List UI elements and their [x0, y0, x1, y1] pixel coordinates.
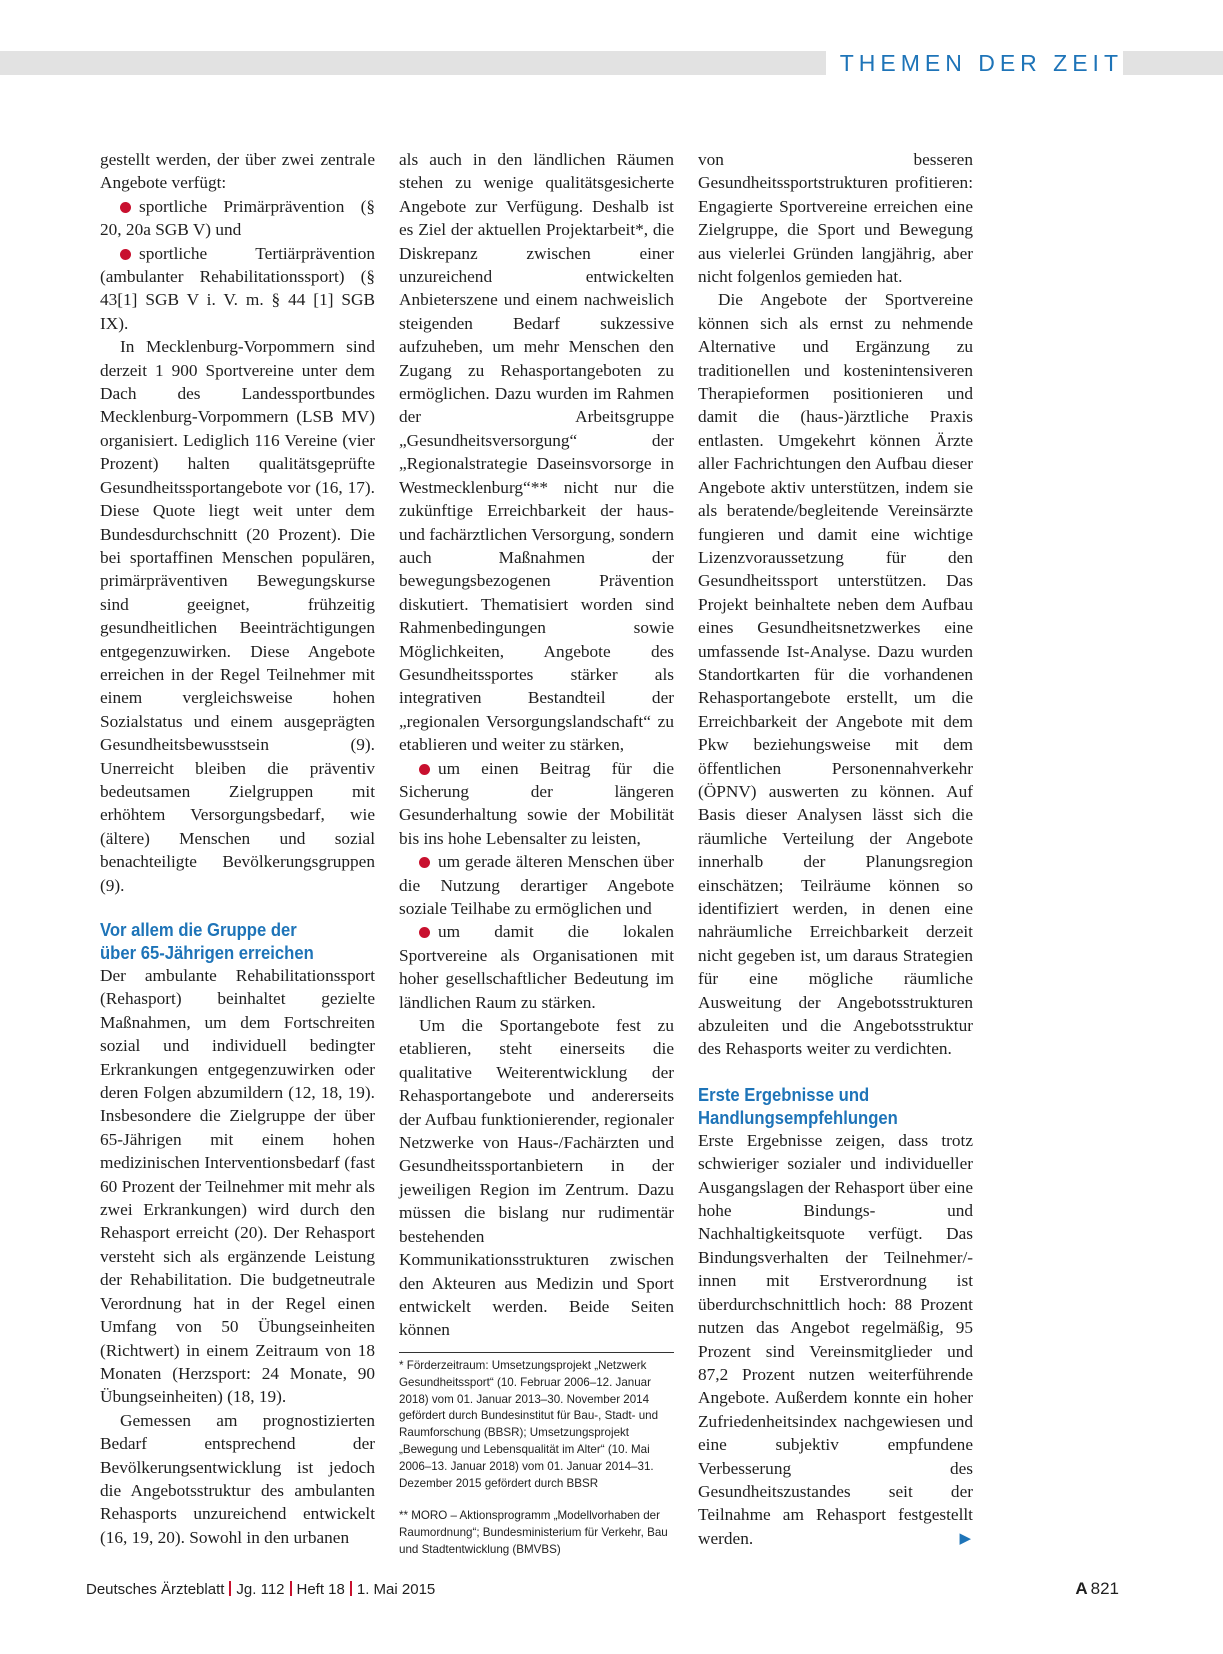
subheading	[698, 1083, 946, 1129]
issue: Heft 18	[296, 1581, 345, 1598]
bullet-item	[100, 195, 375, 242]
paragraph: Um die Sportangebote fest zu etablieren, steht einerseits die qualitative Weiterentwicklung der Rehasportangebote und andererseits der Aufbau funktionierender, regionaler Netzwerke von Haus-/Fachärzten und Gesundheitssportanbietern in der jeweiligen Region im Zentrum. Dazu müssen die bislang nur rudimentär bestehenden Kommunikationsstrukturen zwischen den Akteuren aus Medizin und Sport entwickelt werden. Beide Seiten können	[399, 1016, 674, 1340]
paragraph: gestellt werden, der über zwei zentrale Angebote verfügt:	[100, 150, 375, 193]
footnotes	[399, 1352, 674, 1559]
bullet-text: um einen Beitrag für die Sicherung der längeren Gesunderhaltung sowie der Mobilität bis ins hohe Lebensalter zu leisten,	[399, 758, 674, 848]
paragraph: In Mecklenburg-Vorpommern sind derzeit 1 900 Sportvereine unter dem Dach des Landessportbundes Mecklenburg-Vorpommern (LSB MV) organisiert. Lediglich 116 Vereine (vier Prozent) halten qualitätsgeprüfte Gesundheitssportangebote vor (16, 17). Diese Quote liegt weit unter dem Bundesdurchschnitt (20 Prozent). Die bei sportaffinen Menschen populären, primärpräventiven Bewegungskurse sind geeignet, frühzeitig gesundheitlichen Beeinträchtigungen entgegenzuwirken. Diese Angebote erreichen in der Regel Teilnehmer mit einem vergleichsweise hohen Sozialstatus und einem ausgeprägten Gesundheitsbewusstsein (9). Unerreicht bleiben die präventiv bedeutsamen Zielgruppen mit erhöhtem Versorgungsbedarf, wie (ältere) Menschen und sozial benachteiligte Bevölkerungsgruppen (9).	[100, 337, 375, 895]
paragraph-text: Erste Ergebnisse zeigen, dass trotz schwieriger sozialer und individueller Ausgangslagen der Rehasport über eine hohe Bindungs- und Nachhaltigkeitsquote verfügt. Das Bindungsverhalten der Teilnehmer/-innen mit Erstverordnung ist überdurchschnittlich hoch: 88 Prozent nutzen das Angebot regelmäßig, 95 Prozent sind Vereinsmitglieder und 87,2 Prozent nutzen weiterführende Angebote. Außerdem konnte ein hoher Zufriedenheitsindex nachgewiesen und eine subjektiv empfundene Verbesserung des Gesundheitszustandes seit der Teilnahme am Rehasport festgestellt werden.	[698, 1130, 973, 1548]
volume: Jg. 112	[236, 1581, 285, 1598]
subheading-line: Vor allem die Gruppe der	[100, 919, 297, 940]
subheading	[100, 918, 348, 964]
bullet-item	[399, 850, 674, 920]
page-number	[1075, 1578, 1119, 1600]
bullet-dot-icon	[419, 927, 430, 938]
journal-name: Deutsches Ärzteblatt	[86, 1581, 225, 1598]
column-1	[100, 148, 375, 1549]
footnote: * Förderzeitraum: Umsetzungsprojekt „Netzwerk Gesundheitssport“ (10. Februar 2006–12. Januar 2018) vom 01. Januar 2013–30. November 2014 gefördert durch Bundesinstitut für Bau-, Stadt- und Raumforschung (BBSR); Umsetzungsprojekt „Bewegung und Lebensqualität im Alter“ (10. Mai 2006–13. Januar 2018) vom 01. Januar 2014–31. Dezember 2015 gefördert durch BBSR	[399, 1359, 659, 1490]
footnote: ** MORO – Aktionsprogramm „Modellvorhaben der Raumordnung“; Bundesministerium für Verkehr, Bau und Stadtentwicklung (BMVBS)	[399, 1509, 668, 1556]
bullet-text: sportliche Primärprävention (§ 20, 20a SGB V) und	[100, 196, 375, 240]
page-number-value: 821	[1090, 1579, 1119, 1598]
bullet-text: sportliche Tertiärprävention (ambulanter Rehabilitationssport) (§ 43[1] SGB V i. V. m. § 44 [1] SGB IX).	[100, 243, 375, 333]
bullet-dot-icon	[419, 764, 430, 775]
issue-date: 1. Mai 2015	[356, 1581, 436, 1598]
paragraph: Gemessen am prognostizierten Bedarf entsprechend der Bevölkerungsentwicklung ist jedoch die Angebotsstruktur des ambulanten Rehasports unzureichend entwickelt (16, 19, 20). Sowohl in den urbanen	[100, 1410, 375, 1547]
section-label: THEMEN DER ZEIT	[826, 48, 1123, 78]
bullet-item	[399, 920, 674, 1014]
column-2	[399, 148, 674, 1342]
subheading-line: über 65-Jährigen erreichen	[100, 942, 314, 963]
paragraph: als auch in den ländlichen Räumen stehen zu wenige qualitätsgesicherte Angebote zur Verfügung. Deshalb ist es Ziel der aktuellen Projektarbeit*, die Diskrepanz zwischen einer unzureichend entwickelten Anbieterszene und einem nachweislich steigenden Bedarf sukzessive aufzuheben, um mehr Menschen den Zugang zu Rehasportangeboten zu ermöglichen. Dazu wurden im Rahmen der Arbeitsgruppe „Gesundheitsversorgung“ der „Regionalstrategie Daseinsvorsorge in Westmecklenburg“** nicht nur die zukünftige Erreichbarkeit der haus- und fachärztlichen Versorgung, sondern auch Maßnahmen der bewegungsbezogenen Prävention diskutiert. Thematisiert worden sind Rahmenbedingungen sowie Möglichkeiten, Angebote des Gesundheitssportes stärker als integrativen Bestandteil der „regionalen Versorgungslandschaft“ zu etablieren und weiter zu stärken,	[399, 150, 674, 755]
continue-arrow-icon: ▶	[959, 1528, 971, 1547]
footer-citation	[86, 1580, 435, 1600]
subheading-line: Erste Ergebnisse und	[698, 1083, 870, 1105]
separator	[229, 1581, 231, 1596]
separator	[290, 1581, 292, 1596]
paragraph	[698, 1129, 973, 1550]
bullet-item	[100, 242, 375, 336]
paragraph: Die Angebote der Sportvereine können sich als ernst zu nehmende Alternative und Ergänzung zu traditionellen und kostenintensiveren Therapieformen positionieren und damit die (haus-)ärztliche Praxis entlasten. Umgekehrt können Ärzte aller Fachrichtungen den Aufbau dieser Angebote aktiv unterstützen, indem sie als beratende/begleitende Vereinsärzte fungieren und damit eine wichtige Lizenzvoraussetzung für den Gesundheitssport unterstützen. Das Projekt beinhaltete neben dem Aufbau eines Gesundheitsnetzwerkes eine umfassende Ist-Analyse. Dazu wurden Standortkarten für die vorhandenen Rehasportangebote erstellt, um die Erreichbarkeit der Angebote mit dem Pkw beziehungsweise mit dem öffentlichen Personennahverkehr (ÖPNV) auswerten zu können. Auf Basis dieser Analysen lässt sich die räumliche Verteilung der Angebote innerhalb der Planungsregion einschätzen; Teilräume können so identifiziert werden, in denen eine nahräumliche Erreichbarkeit derzeit nicht gegeben ist, um daraus Strategien für eine mögliche räumliche Ausweitung der Angebotsstrukturen abzuleiten und die Angebotsstruktur des Rehasports weiter zu verdichten.	[698, 290, 973, 1059]
page-prefix: A	[1075, 1579, 1088, 1598]
bullet-text: um gerade älteren Menschen über die Nutzung derartiger Angebote soziale Teilhabe zu ermöglichen und	[399, 852, 674, 918]
bullet-text: um damit die lokalen Sportvereine als Organisationen mit hoher gesellschaftlicher Bedeutung im ländlichen Raum zu stärken.	[399, 922, 674, 1012]
subheading-line: Handlungsempfehlungen	[698, 1106, 898, 1128]
bullet-dot-icon	[419, 857, 430, 868]
bullet-dot-icon	[120, 249, 131, 260]
bullet-item	[399, 757, 674, 851]
paragraph: Der ambulante Rehabilitationssport (Rehasport) beinhaltet gezielte Maßnahmen, um dem Fortschreiten sozial und individuell bedingter Erkrankungen entgegenzuwirken oder deren Folgen abzumildern (12, 18, 19). Insbesondere die Zielgruppe der über 65-Jährigen mit einem hohen medizinischen Interventionsbedarf (fast 60 Prozent der Teilnehmer mit mehr als zwei Erkrankungen) wird durch den Rehasport erreicht (20). Der Rehasport versteht sich als ergänzende Leistung der Rehabilitation. Die budgetneutrale Verordnung hat in der Regel einen Umfang von 50 Übungseinheiten (Richtwert) in einem Zeitraum von 18 Monaten (Herzsport: 24 Monate, 90 Übungseinheiten) (18, 19).	[100, 966, 375, 1407]
column-3	[698, 148, 973, 1550]
bullet-dot-icon	[120, 202, 131, 213]
separator	[350, 1581, 352, 1596]
paragraph: von besseren Gesundheitssportstrukturen profitieren: Engagierte Sportvereine erreichen eine Zielgruppe, die Sport und Bewegung aus vielerlei Gründen langjährig, aber nicht folgenlos gemieden hat.	[698, 150, 973, 287]
